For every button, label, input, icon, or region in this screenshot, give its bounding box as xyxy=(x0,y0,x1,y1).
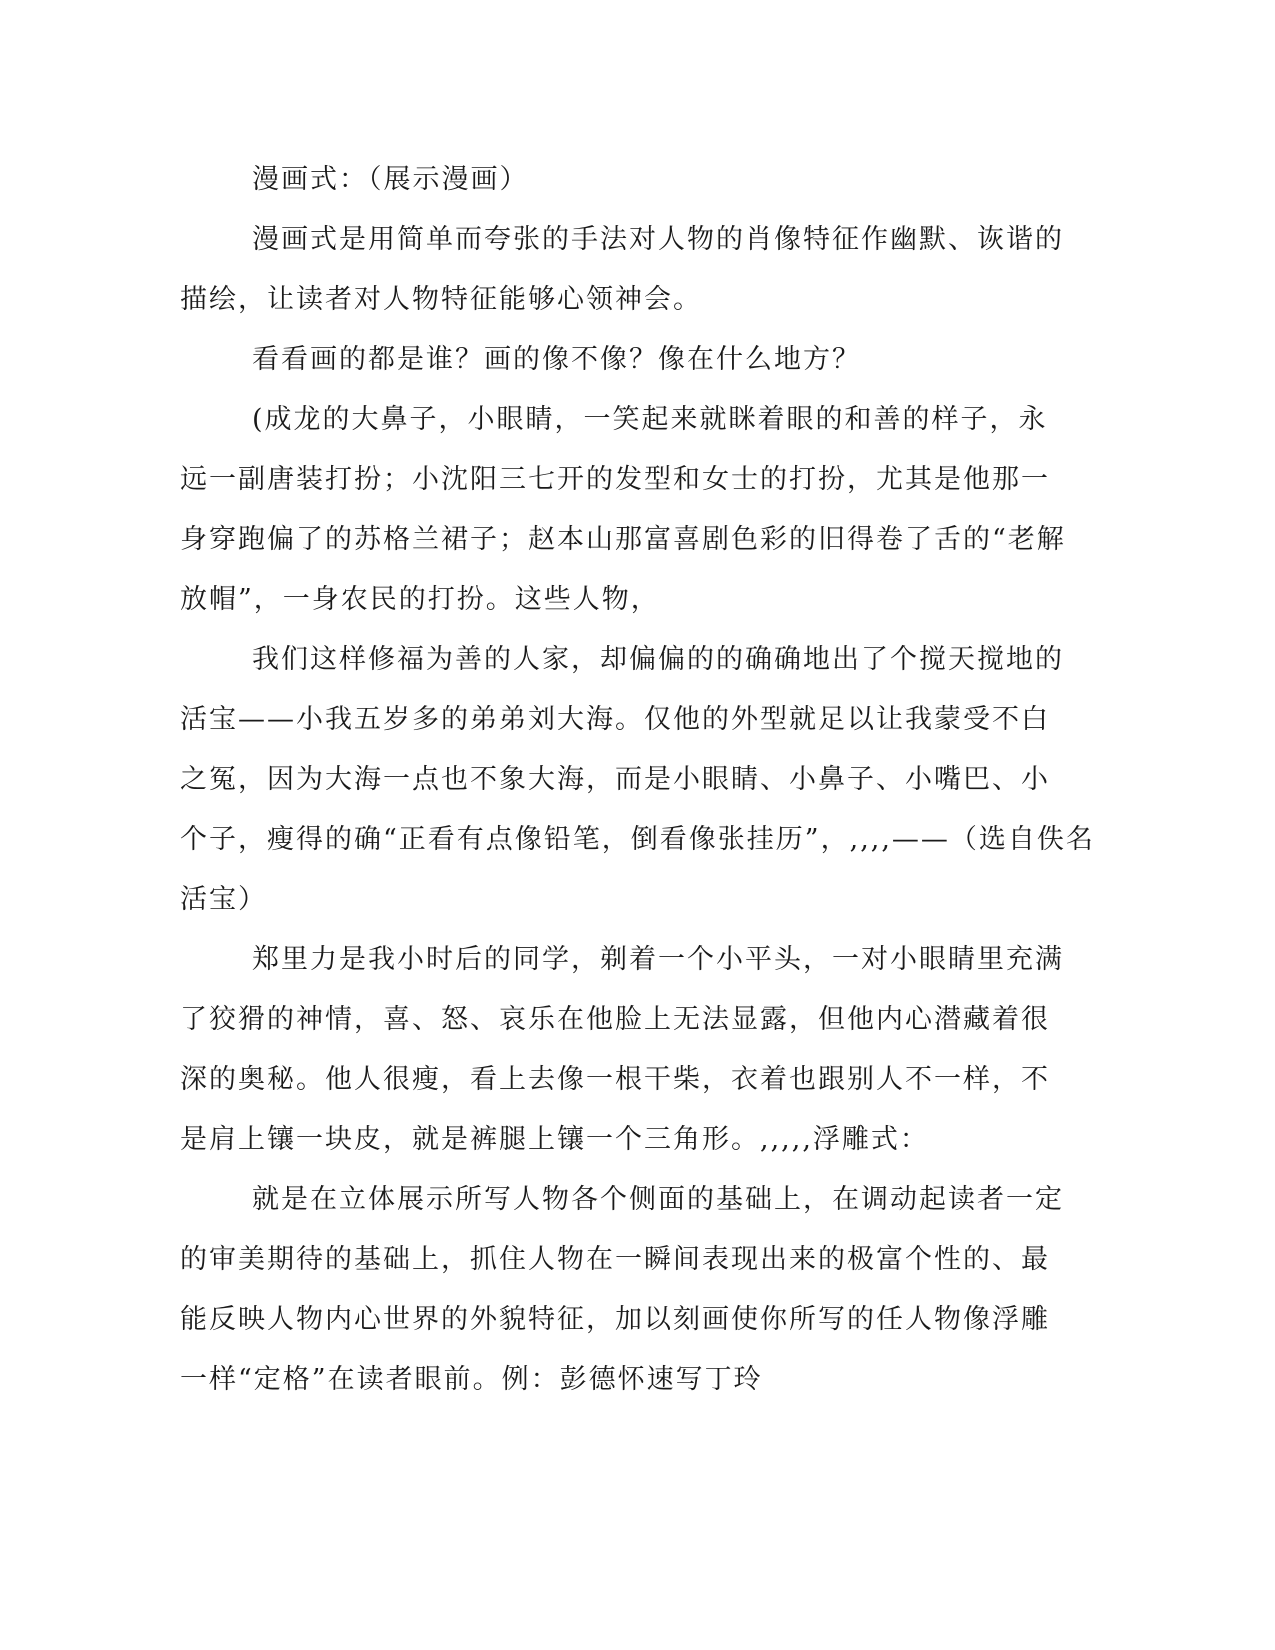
paragraph-line: 我们这样修福为善的人家，却偏偏的的确确地出了个搅天搅地的 xyxy=(252,644,1064,675)
paragraph-line: 就是在立体展示所写人物各个侧面的基础上，在调动起读者一定 xyxy=(252,1184,1064,1215)
paragraph-line: 放帽”，一身农民的打扮。这些人物， xyxy=(180,584,660,615)
section-heading-caricature: 漫画式：（展示漫画） xyxy=(252,164,529,195)
paragraph-line: 漫画式是用简单而夸张的手法对人物的肖像特征作幽默、诙谐的 xyxy=(252,224,1064,255)
paragraph-line: 描绘，让读者对人物特征能够心领神会。 xyxy=(180,284,702,315)
paragraph-line: 了狡猾的神情，喜、怒、哀乐在他脸上无法显露，但他内心潜藏着很 xyxy=(180,1004,1050,1035)
paragraph-line: 看看画的都是谁？画的像不像？像在什么地方？ xyxy=(252,344,861,375)
paragraph-line: 远一副唐装打扮；小沈阳三七开的发型和女士的打扮，尤其是他那一 xyxy=(180,464,1050,495)
paragraph-line: 一样“定格”在读者眼前。例：彭德怀速写丁玲 xyxy=(180,1364,763,1395)
document-page xyxy=(180,150,1095,1410)
paragraph-line: (成龙的大鼻子，小眼睛，一笑起来就眯着眼的和善的样子，永 xyxy=(252,404,1048,435)
paragraph-line: 活宝） xyxy=(180,884,267,915)
paragraph-line: 郑里力是我小时后的同学，剃着一个小平头，一对小眼睛里充满 xyxy=(252,944,1064,975)
paragraph-line: 活宝——小我五岁多的弟弟刘大海。仅他的外型就足以让我蒙受不白 xyxy=(180,704,1050,735)
paragraph-line: 之冤，因为大海一点也不象大海，而是小眼睛、小鼻子、小嘴巴、小 xyxy=(180,764,1050,795)
paragraph-line: 深的奥秘。他人很瘦，看上去像一根干柴，衣着也跟别人不一样，不 xyxy=(180,1064,1050,1095)
paragraph-line: 身穿跑偏了的苏格兰裙子；赵本山那富喜剧色彩的旧得卷了舌的“老解 xyxy=(180,524,1066,555)
paragraph-line: 个子，瘦得的确“正看有点像铅笔，倒看像张挂历”，,,,,——（选自佚名 xyxy=(180,824,1095,855)
paragraph-line: 的审美期待的基础上，抓住人物在一瞬间表现出来的极富个性的、最 xyxy=(180,1244,1050,1275)
paragraph-line: 是肩上镶一块皮，就是裤腿上镶一个三角形。,,,,,浮雕式： xyxy=(180,1124,929,1155)
paragraph-line: 能反映人物内心世界的外貌特征，加以刻画使你所写的任人物像浮雕 xyxy=(180,1304,1050,1335)
